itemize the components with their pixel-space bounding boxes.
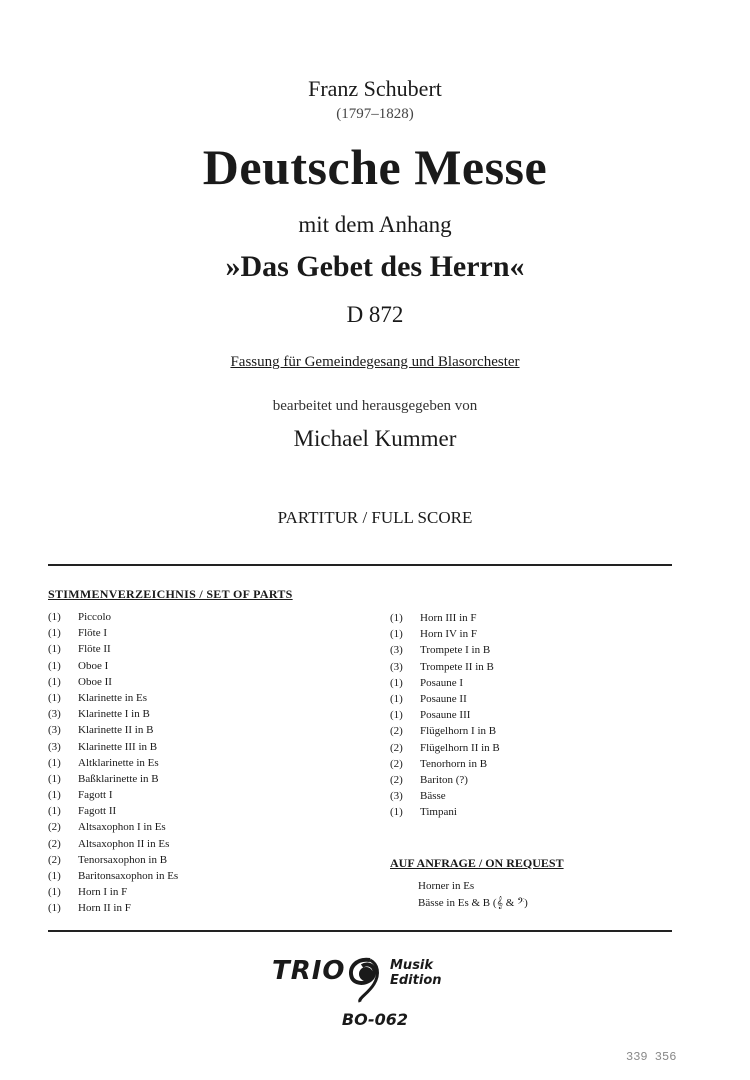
part-quantity: (3) [390, 644, 403, 657]
part-name: Horn III in F [420, 612, 477, 624]
part-name: Baßklarinette in B [78, 772, 159, 785]
part-quantity: (1) [48, 902, 61, 915]
part-quantity: (1) [48, 805, 61, 818]
part-item [390, 723, 500, 739]
part-name: Flöte I [78, 627, 108, 640]
on-request-heading: AUF ANFRAGE / ON REQUEST [390, 856, 564, 870]
part-name: Posaune II [420, 692, 467, 705]
part-quantity: (1) [390, 628, 403, 641]
divider-top [48, 564, 672, 566]
part-name: Fagott II [78, 805, 117, 818]
part-quantity: (1) [390, 692, 403, 705]
part-quantity: (1) [390, 806, 403, 819]
part-name: Trompete II in B [420, 660, 494, 673]
part-item [48, 658, 178, 674]
part-quantity: (1) [48, 627, 61, 640]
part-item [48, 674, 178, 690]
part-name: Baritonsaxophon in Es [78, 870, 179, 882]
logo-word: TRIO [272, 956, 346, 986]
composer-dates: (1797–1828) [336, 106, 414, 122]
part-item [390, 756, 500, 772]
part-item [48, 690, 178, 706]
part-quantity: (3) [390, 660, 403, 673]
part-quantity: (3) [48, 724, 61, 737]
part-name: Bässe [420, 790, 446, 803]
part-name: Trompete I in B [420, 644, 491, 657]
part-quantity: (1) [48, 789, 61, 802]
part-name: Klarinette III in B [78, 740, 158, 753]
part-quantity: (2) [390, 725, 403, 738]
part-item [48, 641, 178, 657]
parts-heading: STIMMENVERZEICHNIS / SET OF PARTS [48, 587, 293, 601]
treble-clef-icon [340, 954, 386, 1004]
part-name: Horn IV in F [420, 628, 477, 641]
part-quantity: (1) [48, 675, 61, 688]
part-name: Fagott I [78, 789, 113, 802]
divider-bottom [48, 930, 672, 932]
part-quantity: (1) [48, 756, 61, 769]
part-name: Tenorhorn in B [420, 757, 488, 770]
part-item [390, 804, 500, 820]
part-item [390, 707, 500, 723]
part-item [390, 691, 500, 707]
part-name: Posaune III [420, 709, 471, 722]
part-quantity: (3) [390, 790, 403, 803]
part-item [48, 803, 178, 819]
part-item [48, 836, 178, 852]
logo-text [390, 958, 442, 988]
logo-text-line-2: Edition [390, 973, 442, 988]
composer-name: Franz Schubert [308, 76, 442, 101]
score-label: PARTITUR / FULL SCORE [277, 508, 473, 527]
part-item [390, 610, 500, 626]
version-note [0, 354, 750, 371]
subtitle-prefix: mit dem Anhang [298, 212, 452, 237]
part-item [48, 868, 178, 884]
part-quantity: (3) [48, 708, 61, 721]
publisher-logo [272, 952, 472, 1012]
part-quantity: (3) [48, 740, 61, 753]
part-quantity: (1) [390, 709, 403, 722]
part-item [390, 772, 500, 788]
arranged-by-label: bearbeitet und herausgegeben von [272, 398, 478, 414]
version-text: Fassung für Gemeindegesang und Blasorchester [230, 354, 520, 370]
part-name: Altsaxophon II in Es [78, 837, 170, 850]
parts-list-right [390, 610, 500, 820]
part-name: Altsaxophon I in Es [78, 821, 166, 834]
part-item [48, 755, 178, 771]
part-quantity: (1) [48, 659, 61, 672]
part-name: Horn I in F [78, 886, 128, 899]
part-item [390, 642, 500, 658]
part-item [48, 771, 178, 787]
part-item [48, 625, 178, 641]
part-quantity: (2) [48, 821, 61, 834]
part-quantity: (2) [390, 757, 403, 770]
part-quantity: (1) [390, 612, 403, 624]
part-name: Timpani [420, 806, 457, 819]
part-item [390, 659, 500, 675]
part-item [48, 819, 178, 835]
part-quantity: (1) [390, 676, 403, 689]
part-name: Klarinette in Es [78, 691, 148, 704]
part-item [48, 900, 178, 916]
part-item [48, 787, 178, 803]
order-number: BO-062 [341, 1010, 409, 1029]
part-item [390, 740, 500, 756]
logo-text-line-1: Musik [390, 958, 434, 973]
part-name: Horn II in F [78, 902, 131, 915]
part-name: Klarinette I in B [78, 708, 150, 721]
part-name: Bariton (?) [420, 773, 468, 786]
work-subtitle: »Das Gebet des Herrn« [225, 250, 525, 283]
part-item [390, 675, 500, 691]
part-quantity: (2) [48, 837, 61, 850]
part-quantity: (1) [48, 886, 61, 899]
part-name: Flöte II [78, 643, 111, 656]
part-quantity: (1) [48, 611, 61, 623]
part-name: Oboe II [78, 675, 112, 688]
part-quantity: (1) [48, 772, 61, 785]
part-quantity: (1) [48, 643, 61, 656]
part-name: Oboe I [78, 659, 109, 672]
part-name: Posaune I [420, 676, 464, 689]
part-item [390, 626, 500, 642]
part-quantity: (2) [390, 741, 403, 754]
part-quantity: (2) [48, 853, 61, 866]
part-item [48, 884, 178, 900]
handwritten-stamp: 339 356 [626, 1050, 677, 1064]
part-name: Tenorsaxophon in B [78, 853, 168, 866]
part-name: Altklarinette in Es [78, 756, 159, 769]
part-quantity: (1) [48, 691, 61, 704]
on-request-item: Horner in Es [418, 880, 475, 892]
part-name: Klarinette II in B [78, 724, 154, 737]
part-item [48, 722, 178, 738]
work-title: Deutsche Messe [202, 139, 548, 195]
part-item [48, 706, 178, 722]
parts-list-left [48, 609, 178, 917]
catalog-number: D 872 [346, 302, 404, 327]
part-item [48, 739, 178, 755]
part-quantity: (1) [48, 870, 61, 882]
part-name: Flügelhorn II in B [420, 741, 500, 754]
part-item [48, 609, 178, 625]
on-request-list [418, 878, 528, 912]
part-quantity: (2) [390, 773, 403, 786]
on-request-item: Bässe in Es & B (𝄞 & 𝄢) [418, 897, 528, 909]
part-item [48, 852, 178, 868]
part-item [390, 788, 500, 804]
part-name: Piccolo [78, 611, 111, 623]
part-name: Flügelhorn I in B [420, 725, 497, 738]
arranger-name: Michael Kummer [293, 426, 457, 451]
